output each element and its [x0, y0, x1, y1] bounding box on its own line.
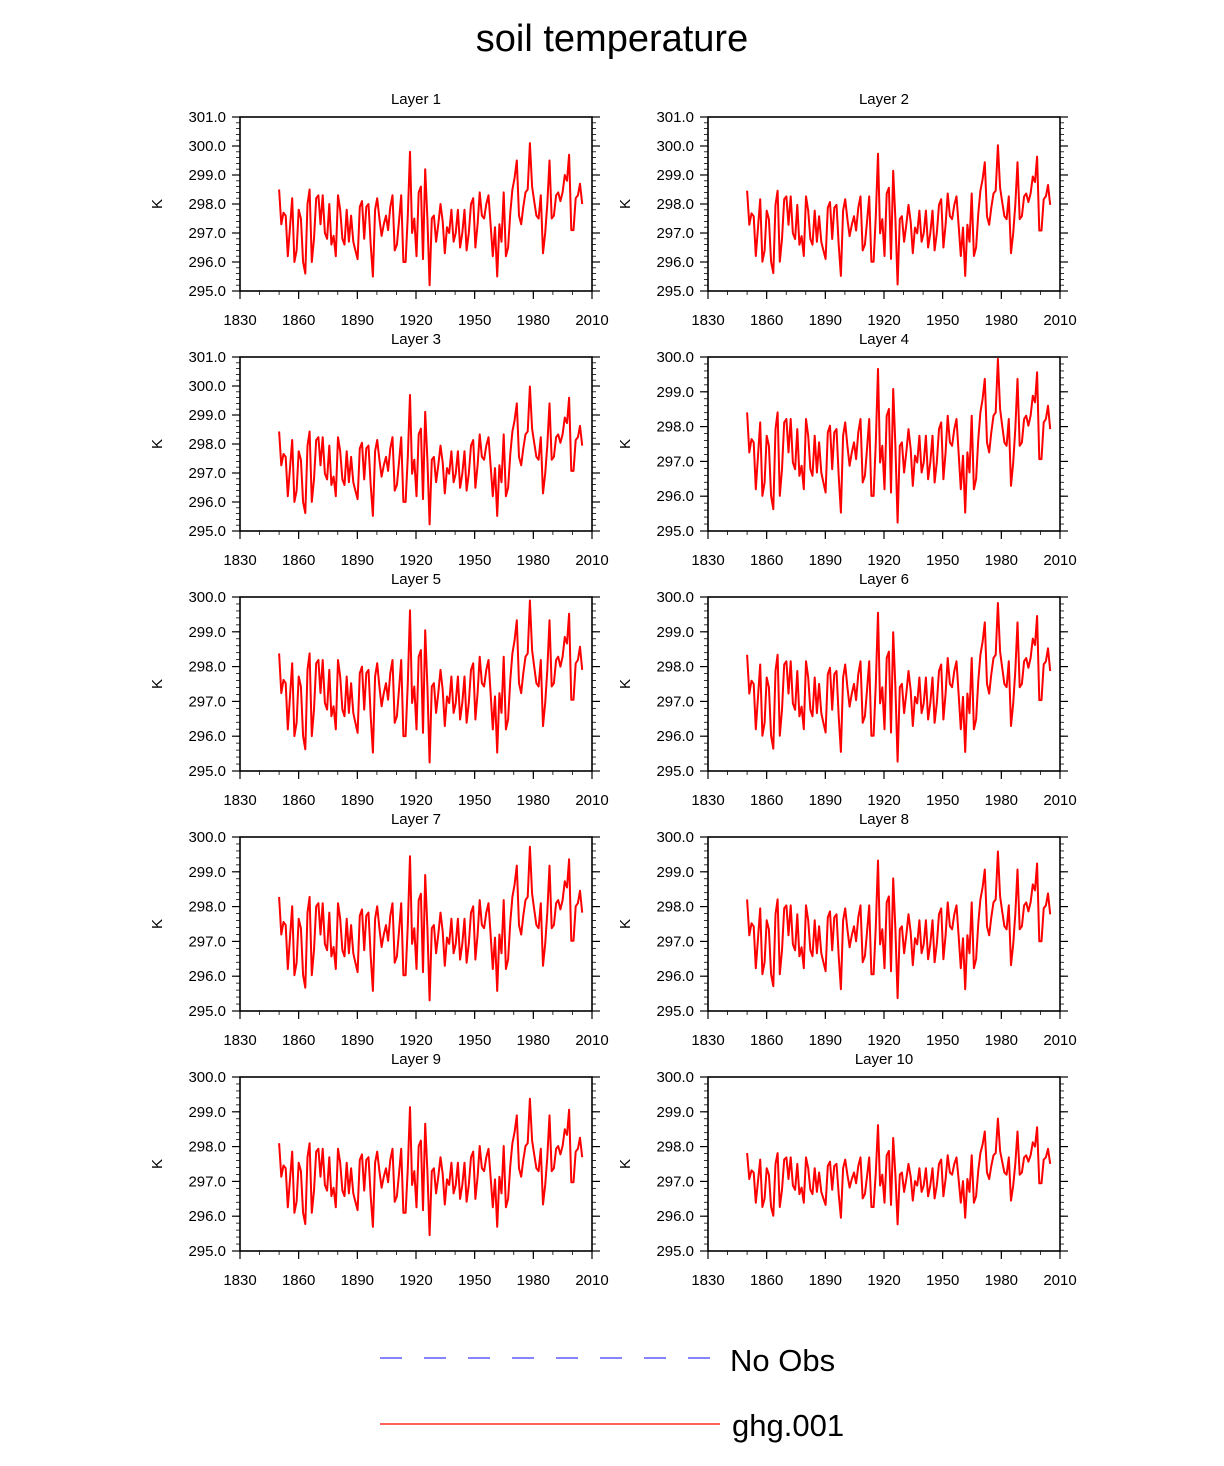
panel-title: Layer 10 — [854, 1051, 914, 1068]
x-tick-label: 1860 — [281, 1032, 316, 1049]
y-tick-label: 299.0 — [188, 863, 226, 881]
panel-layer-3 — [149, 331, 609, 569]
x-tick-label: 1860 — [749, 792, 784, 809]
y-tick-label: 295.0 — [656, 523, 694, 540]
y-axis-label: K — [617, 1158, 634, 1170]
panel-layer-4 — [617, 331, 1077, 569]
y-tick-label: 297.0 — [188, 225, 226, 242]
y-tick-label: 299.0 — [188, 623, 226, 641]
y-tick-label: 297.0 — [656, 225, 694, 242]
y-tick-label: 295.0 — [188, 763, 226, 780]
x-tick-label: 1920 — [867, 1272, 901, 1289]
panel-title: Layer 4 — [858, 331, 910, 348]
x-tick-label: 1890 — [808, 792, 843, 809]
x-tick-label: 2010 — [575, 1032, 609, 1049]
x-tick-label: 1980 — [516, 792, 551, 809]
x-tick-label: 1890 — [808, 1272, 843, 1289]
y-tick-label: 298.0 — [188, 436, 226, 453]
x-tick-label: 1950 — [457, 312, 492, 329]
panel-layer-8 — [617, 811, 1077, 1049]
x-tick-label: 1920 — [867, 1032, 901, 1049]
x-tick-label: 1980 — [516, 312, 551, 329]
y-tick-label: 298.0 — [188, 898, 226, 916]
panel-layer-2 — [617, 91, 1077, 329]
x-tick-label: 1830 — [223, 1272, 257, 1289]
x-tick-label: 2010 — [1043, 792, 1077, 809]
x-tick-label: 1830 — [691, 792, 725, 809]
series-line-ghg001 — [279, 601, 582, 763]
y-tick-label: 296.0 — [656, 1208, 694, 1226]
y-axis-label: K — [149, 198, 166, 210]
series-line-ghg001 — [279, 387, 582, 525]
figure-title: soil temperature — [475, 18, 749, 60]
legend — [380, 1343, 844, 1443]
x-tick-label: 1830 — [691, 1272, 725, 1289]
y-tick-label: 297.0 — [188, 1173, 226, 1191]
x-tick-label: 1860 — [749, 1032, 784, 1049]
y-tick-label: 295.0 — [188, 523, 226, 540]
y-tick-label: 299.0 — [656, 863, 694, 881]
y-tick-label: 297.0 — [188, 933, 226, 951]
y-tick-label: 295.0 — [188, 1003, 226, 1020]
y-tick-label: 297.0 — [656, 693, 694, 711]
y-tick-label: 298.0 — [656, 418, 694, 436]
y-tick-label: 296.0 — [188, 728, 226, 746]
y-tick-label: 296.0 — [188, 494, 226, 511]
y-tick-label: 300.0 — [656, 829, 694, 846]
panel-title: Layer 8 — [858, 811, 910, 828]
y-axis-label: K — [617, 438, 634, 450]
y-tick-label: 298.0 — [188, 1138, 226, 1156]
x-tick-label: 1950 — [925, 552, 960, 569]
series-line-ghg001 — [747, 359, 1050, 523]
series-line-ghg001 — [747, 852, 1050, 999]
panel-title: Layer 2 — [858, 91, 910, 108]
y-tick-label: 296.0 — [188, 1208, 226, 1226]
x-tick-label: 1980 — [984, 792, 1019, 809]
y-tick-label: 299.0 — [656, 167, 694, 184]
y-tick-label: 298.0 — [656, 658, 694, 676]
panel-layer-9 — [149, 1051, 609, 1289]
x-tick-label: 1890 — [808, 312, 843, 329]
y-tick-label: 300.0 — [656, 138, 694, 155]
x-tick-label: 1860 — [281, 1272, 316, 1289]
x-tick-label: 1920 — [867, 312, 901, 329]
panel-layer-7 — [149, 811, 609, 1049]
x-tick-label: 1980 — [984, 1032, 1019, 1049]
y-tick-label: 297.0 — [188, 693, 226, 711]
panel-title: Layer 3 — [390, 331, 442, 348]
x-tick-label: 1920 — [399, 1272, 433, 1289]
x-tick-label: 1950 — [925, 1272, 960, 1289]
y-tick-label: 296.0 — [656, 488, 694, 506]
x-tick-label: 1920 — [867, 552, 901, 569]
y-tick-label: 295.0 — [188, 283, 226, 300]
panels-group — [149, 91, 1077, 1289]
y-tick-label: 296.0 — [188, 254, 226, 271]
x-tick-label: 2010 — [1043, 312, 1077, 329]
x-tick-label: 1890 — [340, 1272, 375, 1289]
x-tick-label: 1950 — [925, 792, 960, 809]
x-tick-label: 2010 — [575, 1272, 609, 1289]
y-tick-label: 298.0 — [656, 196, 694, 213]
x-tick-label: 1980 — [516, 1032, 551, 1049]
y-tick-label: 298.0 — [656, 1138, 694, 1156]
x-tick-label: 2010 — [1043, 1272, 1077, 1289]
y-tick-label: 297.0 — [188, 465, 226, 482]
y-tick-label: 300.0 — [188, 1069, 226, 1086]
y-tick-label: 300.0 — [656, 589, 694, 606]
y-tick-label: 296.0 — [656, 968, 694, 986]
y-tick-label: 300.0 — [656, 349, 694, 366]
y-tick-label: 296.0 — [188, 968, 226, 986]
panel-layer-5 — [149, 571, 609, 809]
y-tick-label: 298.0 — [188, 658, 226, 676]
y-tick-label: 300.0 — [188, 378, 226, 395]
x-tick-label: 1980 — [984, 552, 1019, 569]
x-tick-label: 1830 — [691, 1032, 725, 1049]
x-tick-label: 1890 — [340, 792, 375, 809]
x-tick-label: 2010 — [575, 312, 609, 329]
y-tick-label: 295.0 — [656, 763, 694, 780]
y-axis-label: K — [149, 918, 166, 930]
x-tick-label: 1860 — [749, 1272, 784, 1289]
y-tick-label: 301.0 — [188, 349, 226, 366]
x-tick-label: 1830 — [223, 312, 257, 329]
y-tick-label: 299.0 — [188, 407, 226, 424]
panel-title: Layer 7 — [390, 811, 442, 828]
x-tick-label: 1830 — [691, 312, 725, 329]
y-tick-label: 299.0 — [188, 167, 226, 184]
x-tick-label: 1950 — [457, 792, 492, 809]
y-axis-label: K — [149, 438, 166, 450]
panel-title: Layer 5 — [390, 571, 442, 588]
x-tick-label: 1920 — [399, 312, 433, 329]
series-line-ghg001 — [747, 603, 1050, 762]
y-tick-label: 295.0 — [188, 1243, 226, 1260]
y-axis-label: K — [617, 198, 634, 210]
x-tick-label: 1890 — [808, 552, 843, 569]
y-axis-label: K — [617, 918, 634, 930]
x-tick-label: 1860 — [749, 552, 784, 569]
panel-title: Layer 6 — [858, 571, 910, 588]
x-tick-label: 1890 — [808, 1032, 843, 1049]
y-tick-label: 297.0 — [656, 1173, 694, 1191]
x-tick-label: 1920 — [867, 792, 901, 809]
y-axis-label: K — [149, 678, 166, 690]
y-tick-label: 297.0 — [656, 933, 694, 951]
x-tick-label: 1950 — [457, 552, 492, 569]
x-tick-label: 1830 — [223, 552, 257, 569]
y-tick-label: 300.0 — [656, 1069, 694, 1086]
y-tick-label: 301.0 — [656, 109, 694, 126]
panel-layer-1 — [149, 91, 609, 329]
y-tick-label: 296.0 — [656, 728, 694, 746]
legend-ghg-label: ghg.001 — [732, 1408, 845, 1443]
y-tick-label: 300.0 — [188, 829, 226, 846]
y-tick-label: 298.0 — [656, 898, 694, 916]
y-tick-label: 300.0 — [188, 138, 226, 155]
x-tick-label: 1830 — [223, 792, 257, 809]
x-tick-label: 1920 — [399, 552, 433, 569]
x-tick-label: 1920 — [399, 1032, 433, 1049]
y-tick-label: 295.0 — [656, 1243, 694, 1260]
y-tick-label: 299.0 — [656, 623, 694, 641]
y-tick-label: 299.0 — [656, 383, 694, 401]
x-tick-label: 1830 — [691, 552, 725, 569]
y-tick-label: 295.0 — [656, 283, 694, 300]
x-tick-label: 1830 — [223, 1032, 257, 1049]
y-axis-label: K — [149, 1158, 166, 1170]
x-tick-label: 2010 — [1043, 1032, 1077, 1049]
y-tick-label: 295.0 — [656, 1003, 694, 1020]
x-tick-label: 1860 — [281, 792, 316, 809]
x-tick-label: 1980 — [516, 552, 551, 569]
y-tick-label: 296.0 — [656, 254, 694, 271]
x-tick-label: 1860 — [281, 312, 316, 329]
panel-title: Layer 1 — [390, 91, 442, 108]
panel-layer-10 — [617, 1051, 1077, 1289]
x-tick-label: 1950 — [457, 1032, 492, 1049]
x-tick-label: 1950 — [925, 312, 960, 329]
x-tick-label: 1950 — [457, 1272, 492, 1289]
x-tick-label: 1920 — [399, 792, 433, 809]
legend-no-obs-label: No Obs — [730, 1343, 836, 1378]
y-tick-label: 299.0 — [656, 1103, 694, 1121]
series-line-ghg001 — [747, 145, 1050, 284]
x-tick-label: 1890 — [340, 1032, 375, 1049]
series-line-ghg001 — [279, 847, 582, 1001]
x-tick-label: 1980 — [984, 312, 1019, 329]
y-tick-label: 301.0 — [188, 109, 226, 126]
x-tick-label: 2010 — [575, 792, 609, 809]
x-tick-label: 1980 — [984, 1272, 1019, 1289]
x-tick-label: 1860 — [749, 312, 784, 329]
series-line-ghg001 — [279, 1099, 582, 1235]
x-tick-label: 1890 — [340, 312, 375, 329]
x-tick-label: 1860 — [281, 552, 316, 569]
series-line-ghg001 — [747, 1119, 1050, 1225]
panel-layer-6 — [617, 571, 1077, 809]
x-tick-label: 2010 — [1043, 552, 1077, 569]
y-tick-label: 297.0 — [656, 453, 694, 471]
panel-title: Layer 9 — [390, 1051, 442, 1068]
x-tick-label: 1980 — [516, 1272, 551, 1289]
series-line-ghg001 — [279, 143, 582, 285]
x-tick-label: 1890 — [340, 552, 375, 569]
y-tick-label: 300.0 — [188, 589, 226, 606]
y-tick-label: 299.0 — [188, 1103, 226, 1121]
x-tick-label: 2010 — [575, 552, 609, 569]
y-tick-label: 298.0 — [188, 196, 226, 213]
y-axis-label: K — [617, 678, 634, 690]
x-tick-label: 1950 — [925, 1032, 960, 1049]
